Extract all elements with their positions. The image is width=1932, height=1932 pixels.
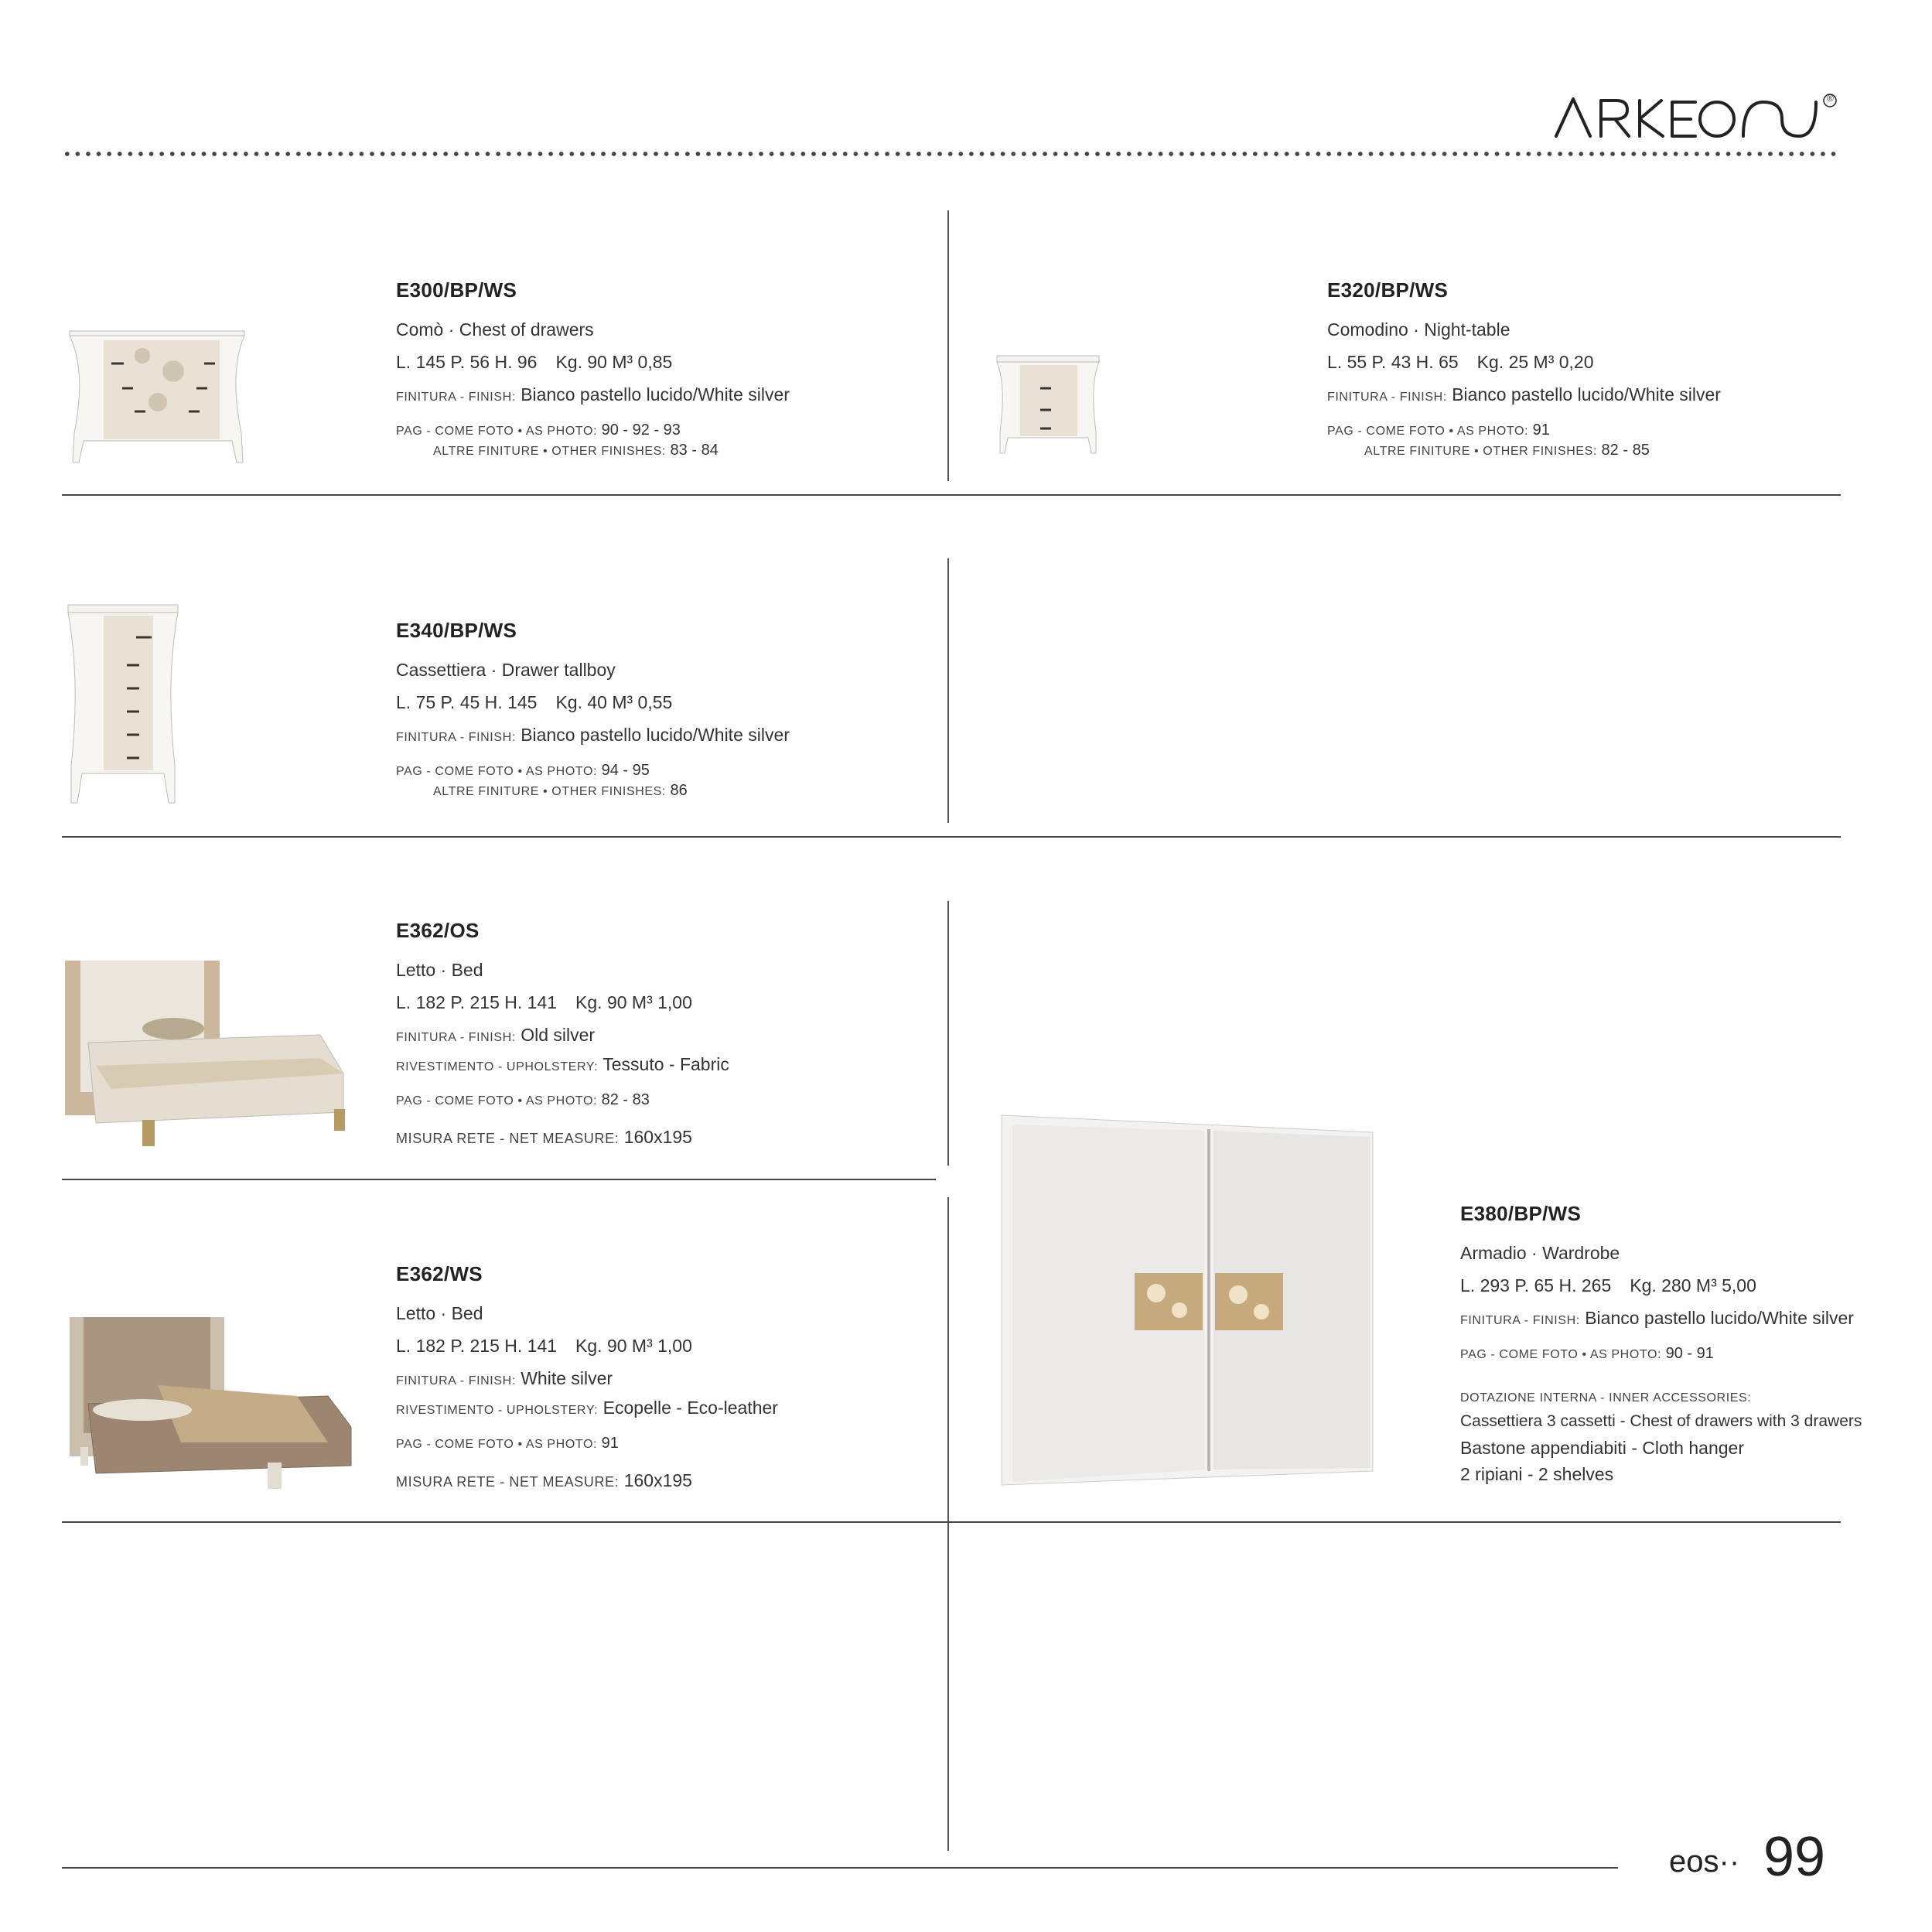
- wardrobe-image: [994, 1108, 1381, 1498]
- product-dimensions: L. 182 P. 215 H. 141 Kg. 90 M³ 1,00: [396, 1336, 692, 1356]
- product-name: Letto · Bed: [396, 960, 483, 980]
- column-divider-1: [947, 210, 949, 481]
- product-e380: [1460, 1202, 1893, 1495]
- product-dimensions: L. 293 P. 65 H. 265 Kg. 280 M³ 5,00: [1460, 1275, 1756, 1295]
- row-divider-4: [62, 1521, 1841, 1523]
- product-dimensions: L. 55 P. 43 H. 65 Kg. 25 M³ 0,20: [1327, 352, 1594, 372]
- product-e362-os: [396, 919, 937, 1159]
- product-other-finishes: ALTRE FINITURE • OTHER FINISHES: 83 - 84: [433, 442, 719, 459]
- column-divider-3: [947, 901, 949, 1166]
- product-name: Letto · Bed: [396, 1303, 483, 1323]
- product-dimensions: L. 145 P. 56 H. 96 Kg. 90 M³ 0,85: [396, 352, 673, 372]
- collection-name: eos··: [1669, 1845, 1740, 1879]
- product-pages: PAG - COME FOTO • AS PHOTO: 90 - 92 - 93: [396, 422, 681, 439]
- product-finish: FINITURA - FINISH: Old silver: [396, 1025, 596, 1045]
- column-divider-2: [947, 558, 949, 823]
- product-code: E380/BP/WS: [1460, 1202, 1582, 1225]
- product-e362-ws: [396, 1262, 937, 1503]
- product-name: Cassettiera · Drawer tallboy: [396, 660, 616, 680]
- drawer-tallboy-image: [65, 603, 181, 808]
- product-pages: PAG - COME FOTO • AS PHOTO: 94 - 95: [396, 762, 650, 779]
- registered-mark: ®: [1827, 93, 1834, 104]
- product-accessories-label: DOTAZIONE INTERNA - INNER ACCESSORIES:: [1460, 1391, 1752, 1405]
- product-name: Comodino · Night-table: [1327, 319, 1510, 340]
- bed-old-silver-image: [65, 957, 359, 1155]
- product-code: E362/OS: [396, 919, 480, 942]
- row-divider-2: [62, 836, 1841, 838]
- product-dimensions: L. 182 P. 215 H. 141 Kg. 90 M³ 1,00: [396, 992, 692, 1012]
- product-finish: FINITURA - FINISH: Bianco pastello lucido/White silver: [396, 725, 790, 745]
- row-divider-3: [62, 1179, 936, 1180]
- product-net-measure: MISURA RETE - NET MEASURE: 160x195: [396, 1470, 692, 1490]
- product-other-finishes: ALTRE FINITURE • OTHER FINISHES: 86: [433, 782, 688, 799]
- product-dimensions: L. 75 P. 45 H. 145 Kg. 40 M³ 0,55: [396, 692, 673, 712]
- accessory-item: Bastone appendiabiti - Cloth hanger: [1460, 1438, 1744, 1458]
- row-divider-1: [62, 494, 1841, 496]
- brand-logo: [1553, 91, 1841, 153]
- arkeos-logo-icon: [1553, 91, 1841, 153]
- page-number: 99: [1763, 1826, 1826, 1888]
- product-code: E340/BP/WS: [396, 619, 517, 642]
- product-finish: FINITURA - FINISH: White silver: [396, 1368, 613, 1388]
- product-pages: PAG - COME FOTO • AS PHOTO: 82 - 83: [396, 1091, 650, 1108]
- product-pages: PAG - COME FOTO • AS PHOTO: 90 - 91: [1460, 1345, 1714, 1362]
- product-finish: FINITURA - FINISH: Bianco pastello lucido/White silver: [1460, 1308, 1854, 1328]
- chest-of-drawers-image: [65, 325, 251, 476]
- product-e300: [396, 278, 937, 473]
- product-name: Comò · Chest of drawers: [396, 319, 594, 340]
- accessory-item: 2 ripiani - 2 shelves: [1460, 1464, 1614, 1484]
- product-code: E362/WS: [396, 1262, 483, 1285]
- night-table-image: [994, 354, 1102, 459]
- product-pages: PAG - COME FOTO • AS PHOTO: 91: [1327, 422, 1550, 439]
- product-net-measure: MISURA RETE - NET MEASURE: 160x195: [396, 1127, 692, 1147]
- product-code: E300/BP/WS: [396, 278, 517, 302]
- column-divider-4: [947, 1197, 949, 1851]
- product-code: E320/BP/WS: [1327, 278, 1449, 302]
- product-pages: PAG - COME FOTO • AS PHOTO: 91: [396, 1435, 619, 1452]
- product-e320: [1327, 278, 1869, 473]
- footer-rule: [62, 1867, 1618, 1869]
- product-finish: FINITURA - FINISH: Bianco pastello lucido/White silver: [396, 384, 790, 404]
- product-other-finishes: ALTRE FINITURE • OTHER FINISHES: 82 - 85: [1364, 442, 1650, 459]
- product-name: Armadio · Wardrobe: [1460, 1243, 1620, 1263]
- product-finish: FINITURA - FINISH: Bianco pastello lucido/White silver: [1327, 384, 1721, 404]
- header-dotted-rule: [62, 152, 1841, 156]
- product-upholstery: RIVESTIMENTO - UPHOLSTERY: Ecopelle - Eco-leather: [396, 1398, 778, 1418]
- bed-white-silver-image: [65, 1311, 374, 1500]
- product-e340: [396, 619, 937, 813]
- accessory-item: Cassettiera 3 cassetti - Chest of drawers with 3 drawers: [1460, 1412, 1862, 1430]
- product-upholstery: RIVESTIMENTO - UPHOLSTERY: Tessuto - Fabric: [396, 1054, 729, 1074]
